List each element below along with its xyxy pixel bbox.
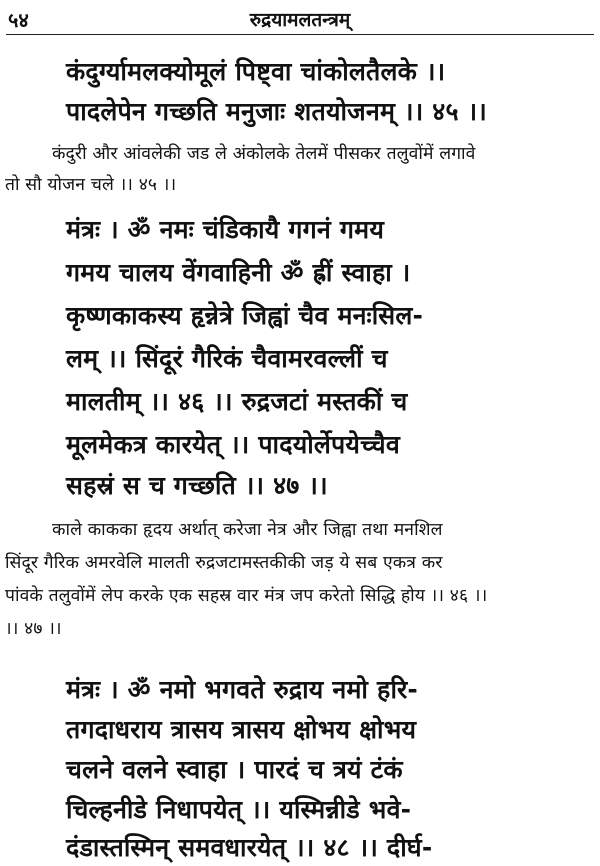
verse-line: लम् ।। सिंदूरं गैरिकं चैवामरवल्लीं च xyxy=(66,344,388,373)
verse-line: पादलेपेन गच्छति मनुजाः शतयोजनम् ।। ४५ ।। xyxy=(66,97,487,126)
verse-line: दंडास्तस्मिन् समवधारयेत् ।। ४८ ।। दीर्घ- xyxy=(66,833,433,862)
verse-line: मंत्रः । ॐ नमः चंडिकायै गगनं गमय xyxy=(66,215,385,244)
page-header xyxy=(0,6,600,34)
prose-line: सिंदूर गैरिक अमरवेलि मालती रुद्रजटामस्तकीकी जड़ ये सब एकत्र कर xyxy=(5,553,443,573)
prose-line: तो सौ योजन चले ।। ४५ ।। xyxy=(5,175,177,195)
verse-line: तगदाधराय त्रासय त्रासय क्षोभय क्षोभय xyxy=(66,715,417,744)
verse-line: मूलमेकत्र कारयेत् ।। पादयोर्लेपयेच्चैव xyxy=(66,430,400,459)
prose-line: पांवके तलुवोंमें लेप करके एक सहस्र वार मंत्र जप करेतो सिद्धि होय ।। ४६ ।। xyxy=(5,586,488,606)
running-title: रुद्रयामलतन्त्रम् xyxy=(249,9,351,31)
verse-line: कृष्णकाकस्य हृन्नेत्रे जिह्वां चैव मनःसिल- xyxy=(66,301,424,330)
header-divider xyxy=(6,34,594,35)
verse-line: मंत्रः । ॐ नमो भगवते रुद्राय नमो हरि- xyxy=(66,675,418,704)
prose-line: काले काकका हृदय अर्थात् करेजा नेत्र और जिह्वा तथा मनशिल xyxy=(52,520,443,540)
verse-line: गमय चालय वेंगवाहिनी ॐ ह्रीं स्वाहा । xyxy=(66,258,411,287)
prose-line: कंदुरी और आंवलेकी जड ले अंकोलके तेलमें पीसकर तलुवोंमें लगावे xyxy=(52,144,476,164)
verse-line: सहस्रं स च गच्छति ।। ४७ ।। xyxy=(66,471,328,500)
verse-line: कंदुर्ग्यामलक्योमूलं पिष्ट्वा चांकोलतैलके ।। xyxy=(66,57,446,86)
prose-line: ।। ४७ ।। xyxy=(5,619,62,639)
verse-line: चिल्हनीडे निधापयेत् ।। यस्मिन्नीडे भवे- xyxy=(66,795,412,824)
page-number: ५४ xyxy=(8,8,29,32)
verse-line: चलने वलने स्वाहा । पारदं च त्रयं टंकं xyxy=(66,755,403,784)
verse-line: मालतीम् ।। ४६ ।। रुद्रजटां मस्तकीं च xyxy=(66,387,408,416)
